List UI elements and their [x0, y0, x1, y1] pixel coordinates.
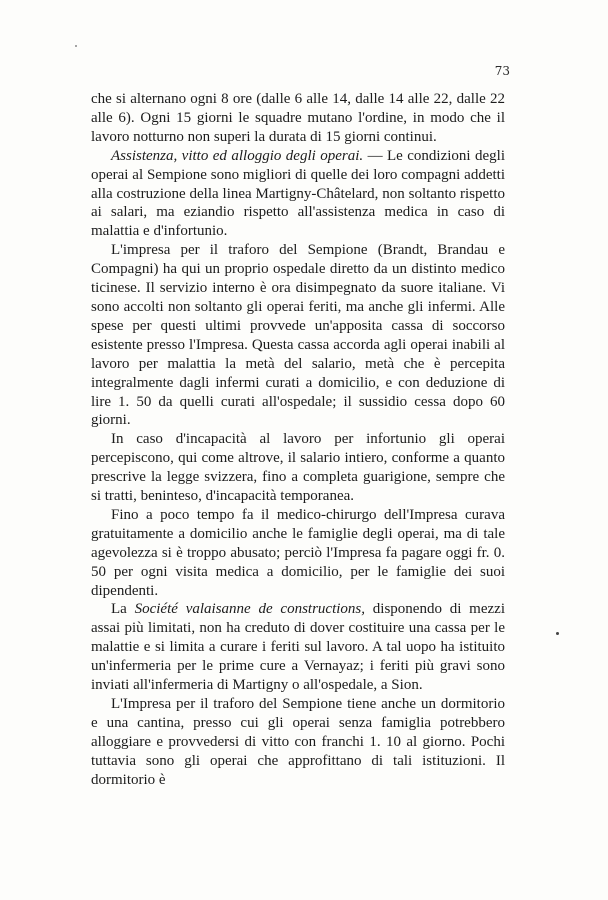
paragraph-1: [91, 90, 505, 147]
paragraph-text: Fino a poco tempo fa il medico-chirurgo dell'Impresa curava gratuitamente a domicilio anche le famiglie degli operai, ma di tale agevolezza si è troppo abusato; perciò l'Impresa fa pagare oggi fr. 0. 50 per ogni visita medica a domicilio, per le famiglie dei suoi dipendenti.: [91, 506, 505, 599]
body-text: [91, 90, 505, 790]
scan-speck: [75, 45, 77, 47]
company-name: Société valaisanne de constructions,: [134, 601, 365, 618]
section-heading: Assistenza, vitto ed alloggio degli operai.: [111, 147, 364, 164]
paragraph-text: L'Impresa per il traforo del Sempione tiene anche un dormitorio e una cantina, presso cui gli operai senza famiglia potrebbero alloggiare e provvedersi di vitto con franchi 1. 10 al giorno. Pochi tuttavia sono gli operai che approfittano di tali istituzioni. Il dormitorio è: [91, 696, 505, 788]
paragraph-3: [91, 241, 505, 430]
page-number: 73: [494, 64, 510, 78]
paragraph-2: [91, 147, 505, 242]
paragraph-text: In caso d'incapacità al lavoro per infortunio gli operai percepiscono, qui come altrove, il salario intiero, conforme a quanto prescrive la legge svizzera, fino a completa guarigione, sempre che si tratti, beninteso, d'incapacità temporanea.: [91, 431, 505, 505]
paragraph-text: — Le condizioni degli operai al Sempione sono migliori di quelle dei loro compagni addetti alla costruzione della linea Martigny-Châtelard, non soltanto rispetto ai salari, ma eziandio rispetto all'assistenza medica in caso di malattia e d'infortunio.: [91, 147, 505, 240]
paragraph-4: [91, 430, 505, 506]
paragraph-text: che si alternano ogni 8 ore (dalle 6 alle 14, dalle 14 alle 22, dalle 22 alle 6). Ogni 15 giorni le squadre mutano l'ordine, in modo che il lavoro notturno non superi la durata di 15 giorni continui.: [91, 91, 505, 145]
scan-speck: [556, 632, 559, 635]
paragraph-lead: La: [111, 601, 135, 618]
paragraph-6: [91, 600, 505, 695]
paragraph-text: L'impresa per il traforo del Sempione (Brandt, Brandau e Compagni) ha qui un proprio ospedale diretto da un distinto medico ticinese. Il servizio interno è ora disimpegnato da suore italiane. Vi sono accolti non soltanto gli operai feriti, ma anche gli infermi. Alle spese per questi ultimi provvede un'apposita cassa di soccorso esistente presso l'Impresa. Questa cassa accorda agli operai inabili al lavoro per malattia la metà del salario, metà che è percepita integralmente dagli infermi curati a domicilio, e con deduzione di lire 1. 50 da quelli curati all'ospedale; il sussidio cessa dopo 60 giorni.: [91, 242, 505, 429]
paragraph-5: [91, 506, 505, 601]
paragraph-text: disponendo di mezzi assai più limitati, non ha creduto di dover costituire una cassa per le malattie e si limita a curare i feriti sul lavoro. A tal uopo ha istituito un'infermeria per le prime cure a Vernayaz; i feriti più gravi sono inviati all'infermeria di Martigny o all'ospedale, a Sion.: [91, 601, 505, 694]
paragraph-7: [91, 695, 505, 790]
